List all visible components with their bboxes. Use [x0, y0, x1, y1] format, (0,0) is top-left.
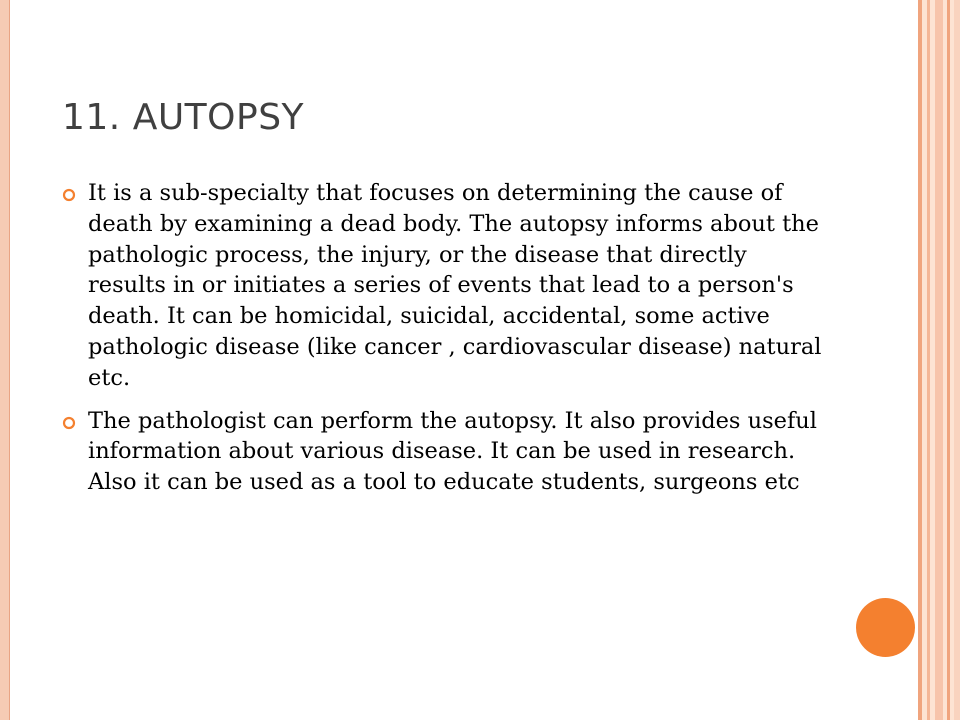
decorative-circle [856, 598, 915, 657]
bullet-list [62, 178, 822, 510]
bullet-item [62, 178, 822, 394]
bullet-text: It is a sub-specialty that focuses on determining the cause of death by examining a dead body. The autopsy informs about the pathologic process, the injury, or the disease that directly results in or initiates a series of events that lead to a person's death. It can be homicidal, suicidal, accidental, some active pathologic disease (like cancer , cardiovascular disease) natural etc. [88, 180, 822, 391]
left-accent-bar [0, 0, 10, 720]
bullet-text: The pathologist can perform the autopsy. It also provides useful information about various disease. It can be used in research. Also it can be used as a tool to educate students, surgeons etc [88, 407, 817, 496]
accent-stripe [918, 0, 922, 720]
slide-title: 11. AUTOPSY [62, 97, 305, 138]
accent-stripe [947, 0, 950, 720]
ring-bullet-icon [62, 416, 76, 430]
bullet-item [62, 406, 822, 498]
ring-bullet-icon [62, 188, 76, 202]
accent-stripe [954, 0, 960, 720]
accent-stripe [935, 0, 943, 720]
right-accent-stripes [918, 0, 960, 720]
accent-stripe [927, 0, 930, 720]
